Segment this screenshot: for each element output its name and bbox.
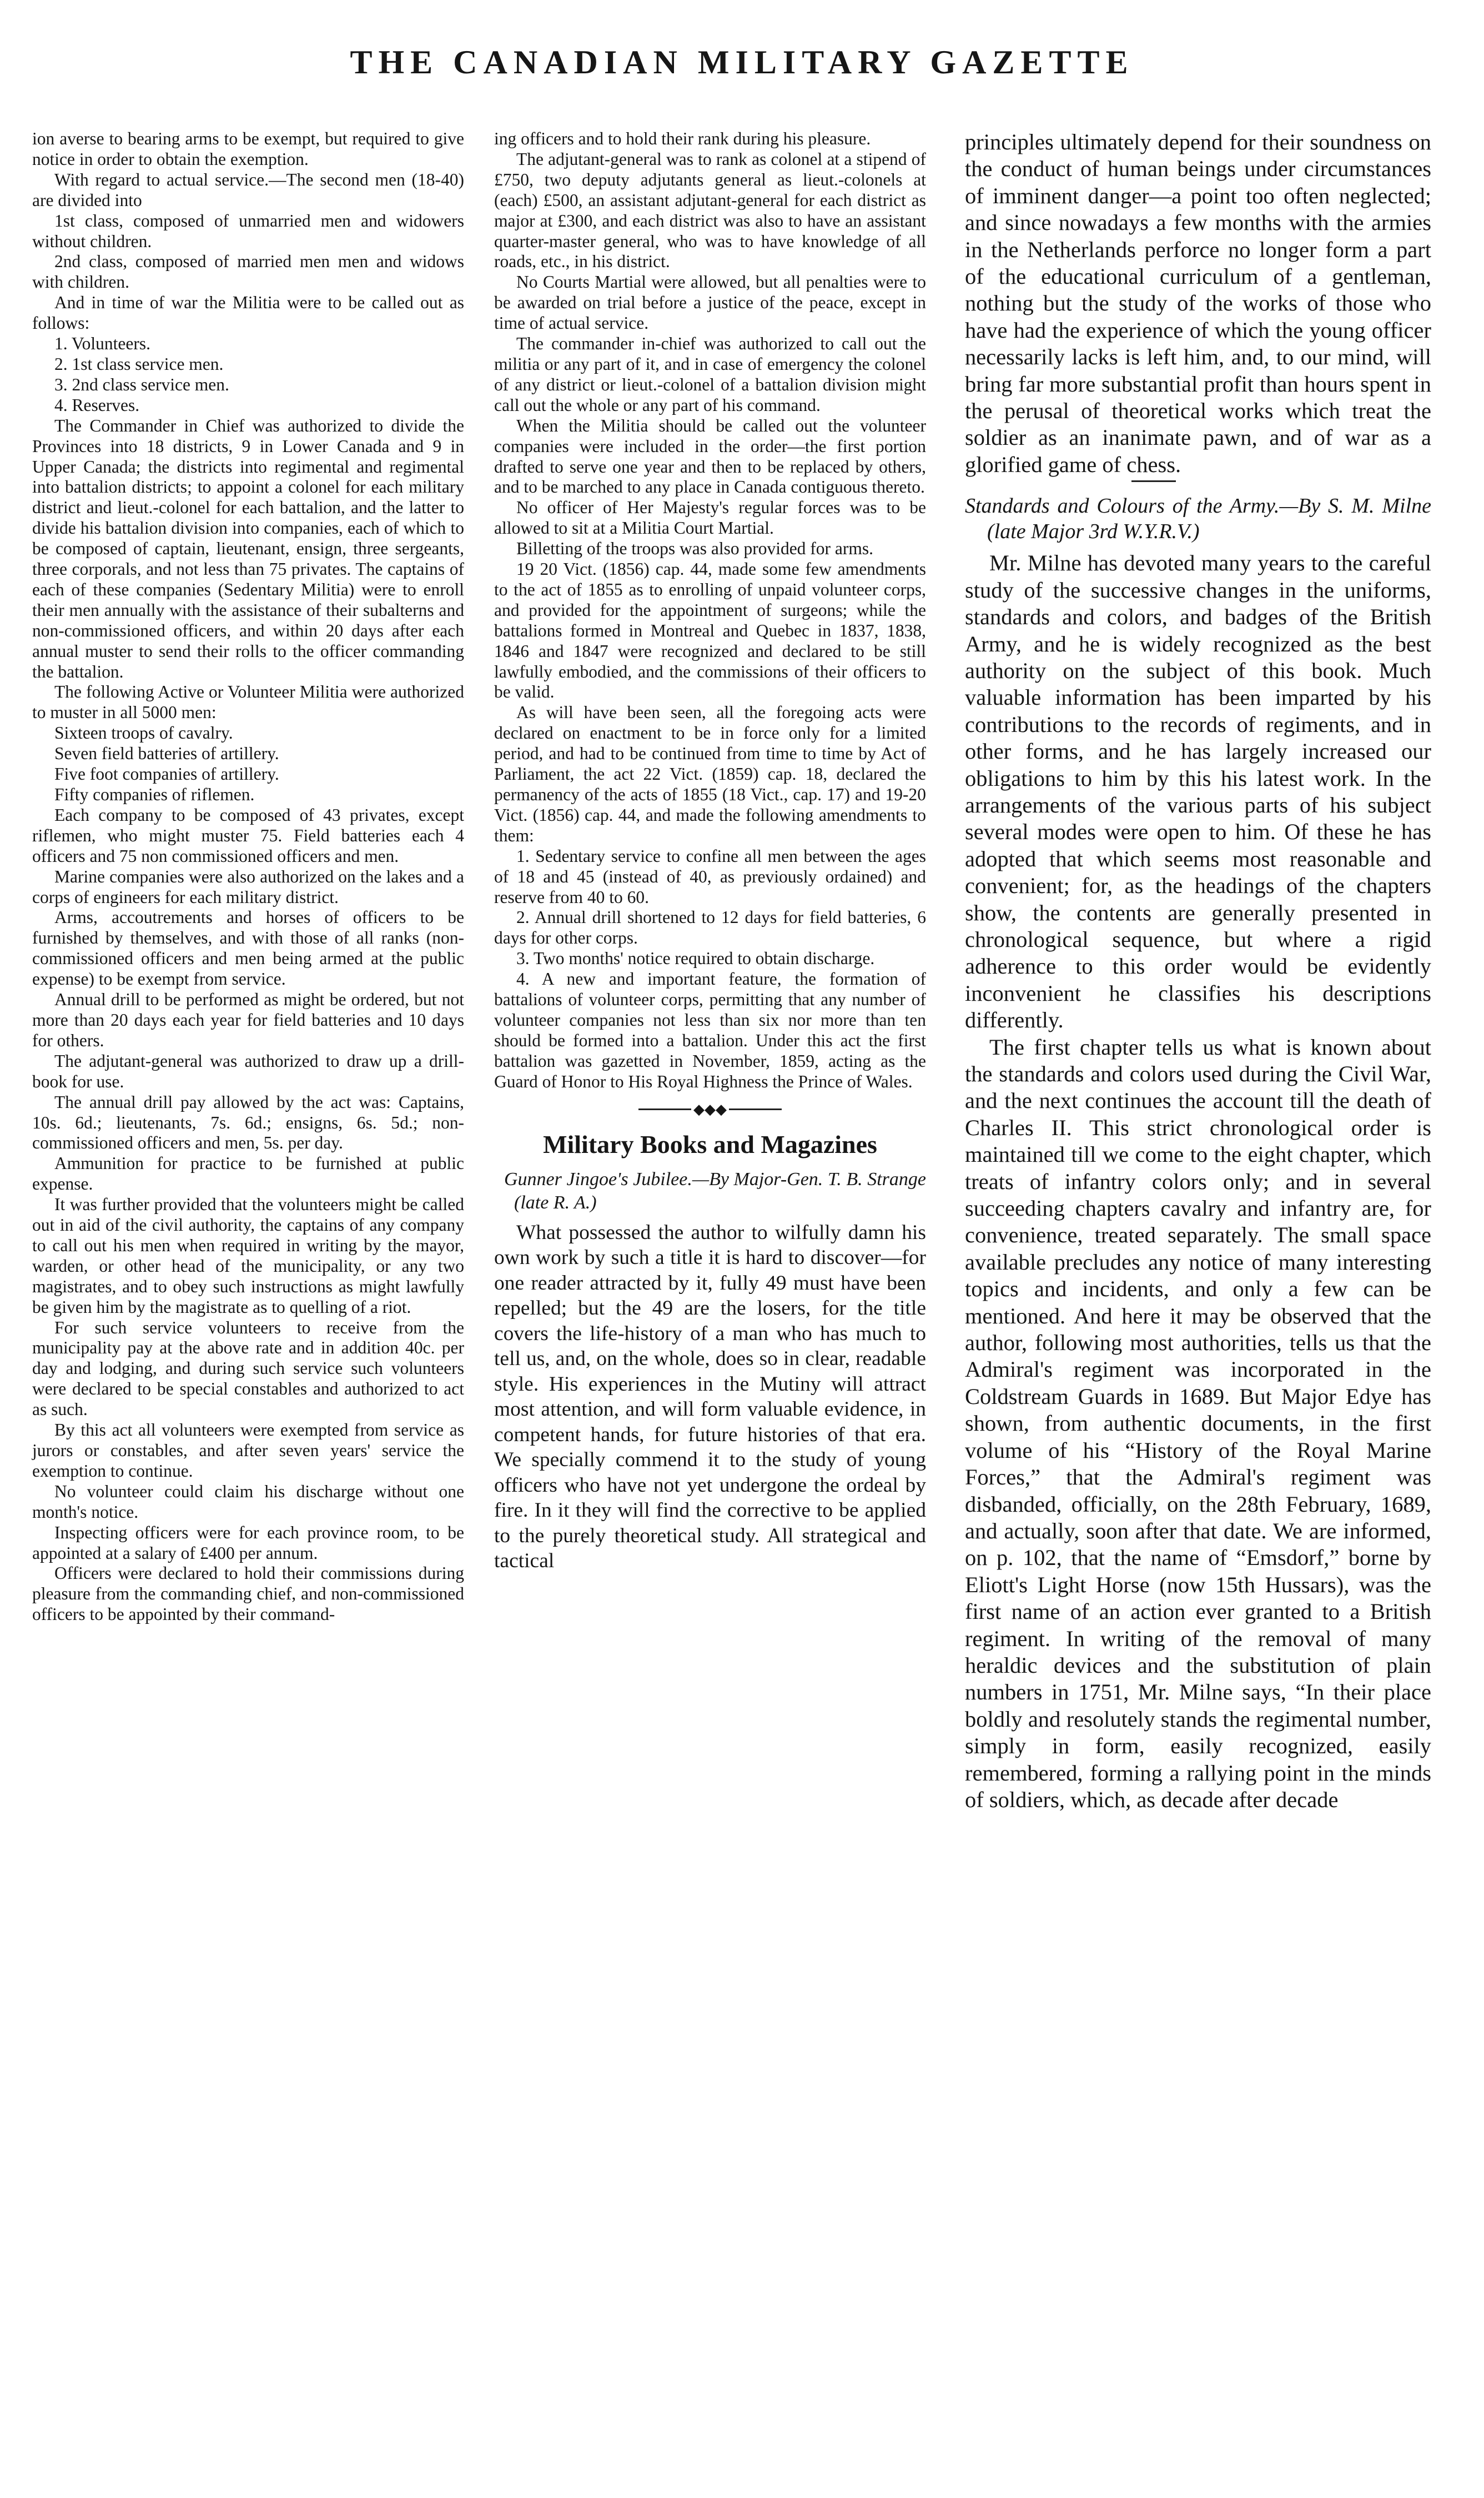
- paragraph: Ammunition for practice to be furnished at public expense.: [32, 1153, 464, 1194]
- column-1: [32, 129, 464, 1625]
- paragraph: No Courts Martial were allowed, but all penalties were to be awarded on trial before a justice of the peace, except in time of actual service.: [494, 272, 926, 333]
- paragraph: 19 20 Vict. (1856) cap. 44, made some few amendments to the act of 1855 as to enrolling of unpaid volunteer corps, and provided for the appointment of surgeons; while the battalions formed in Montreal and Quebec in 1837, 1838, 1846 and 1847 were recognized and declared to be still lawfully embodied, and the commissions of their officers to be valid.: [494, 559, 926, 702]
- paragraph: Billetting of the troops was also provided for arms.: [516, 539, 874, 559]
- paragraph: No volunteer could claim his discharge without one month's notice.: [32, 1481, 464, 1522]
- section-ornament: ◆◆◆: [494, 1102, 926, 1117]
- review-body-continued: principles ultimately depend for their soundness on the conduct of human beings under circumstances of imminent danger—a point too often neglected; and since nowadays a few months with the armies in the Netherlands perforce no longer form a part of the educational curriculum of a gentleman, nothing but the study of the works of those who have had the experience of which the young officer necessarily lacks is left him, and, to our mind, will bring far more substantial profit than hours spent in the perusal of theoretical works which treat the soldier as an inanimate pawn, and of war as a glorified game of chess.: [965, 129, 1431, 477]
- paragraph: ion averse to bearing arms to be exempt, but required to give notice in order to obtain the exemption.: [32, 129, 464, 169]
- paragraph: The following Active or Volunteer Militia were authorized to muster in all 5000 men:: [32, 682, 464, 723]
- list-item: 3. 2nd class service men.: [54, 374, 229, 394]
- paragraph: For such service volunteers to receive from the municipality pay at the above rate and in addition 40c. per day and lodging, and during such service such volunteers were declared to be special constables and authorized to act as such.: [32, 1317, 464, 1419]
- list-item: 4. A new and important feature, the formation of battalions of volunteer corps, permitting that any number of volunteer companies not less than six nor more than ten should be formed into a battalion. Under this act the first battalion was gazetted in November, 1859, acting as the Guard of Honor to His Royal Highness the Prince of Wales.: [494, 969, 926, 1091]
- paragraph: 1st class, composed of unmarried men and widowers without children.: [32, 210, 464, 251]
- paragraph: Mr. Milne has devoted many years to the careful study of the successive changes in the uniforms, standards and colors, and badges of the British Army, and he is widely recognized as the best authority on the subject of this book. Much valuable information has been imparted by his contributions to the records of regiments, and in other forms, and he has largely increased our obligations to him by this his latest work. In the arrangements of the various parts of his subject several modes were open to him. Of these he has adopted that which seems most reasonable and convenient; for, as the headings of the chapters show, the contents are generally presented in chronological sequence, but where a rigid adherence to this order would be evidently inconvenient he classifies his descriptions differently.: [965, 550, 1431, 1033]
- paragraph: And in time of war the Militia were to be called out as follows:: [32, 293, 464, 333]
- list-item: 2. 1st class service men.: [54, 354, 224, 374]
- list-item: 4. Reserves.: [54, 395, 140, 415]
- paragraph: The commander in-chief was authorized to call out the militia or any part of it, and in case of emergency the colonel of any district or lieut.-colonel of a battalion division might call out the whole or any part of his command.: [494, 334, 926, 415]
- list-item: Five foot companies of artillery.: [54, 764, 279, 784]
- review-title: Standards and Colours of the Army.—By S. M. Milne (late Major 3rd W.Y.R.V.): [965, 494, 1431, 544]
- paragraph: Marine companies were also authorized on the lakes and a corps of engineers for each military district.: [32, 866, 464, 907]
- list-item: 1. Volunteers.: [54, 334, 150, 354]
- paragraph: Officers were declared to hold their commissions during pleasure from the commanding chief, and non-commissioned officers to be appointed by their command-: [32, 1563, 464, 1624]
- paragraph: 2nd class, composed of married men men and widows with children.: [32, 252, 464, 292]
- list-item: 2. Annual drill shortened to 12 days for field batteries, 6 days for other corps.: [494, 907, 926, 948]
- divider: [1131, 480, 1176, 482]
- paragraph: Each company to be composed of 43 privates, except riflemen, who might muster 75. Field batteries each 4 officers and 75 non commissioned officers and men.: [32, 805, 464, 866]
- paragraph: By this act all volunteers were exempted from service as jurors or constables, and after seven years' service the exemption to continue.: [32, 1420, 464, 1481]
- paragraph: The annual drill pay allowed by the act was: Captains, 10s. 6d.; lieutenants, 7s. 6d.; ensigns, 6s. 5d.; non-commissioned officers and men, 5s. per day.: [32, 1092, 464, 1153]
- paragraph: The adjutant-general was to rank as colonel at a stipend of £750, two deputy adjutants general as lieut.-colonels at (each) £500, an assistant adjutant-general for each district as major at £300, and each district was also to have an assistant quarter-master general, who was to have knowledge of all roads, etc., in his district.: [494, 149, 926, 272]
- column-3: [965, 129, 1431, 1813]
- list-item: Fifty companies of riflemen.: [54, 785, 255, 804]
- column-2: [494, 129, 926, 1574]
- paragraph: The first chapter tells us what is known about the standards and colors used during the Civil War, and the next continues the account till the death of Charles II. This strict chronological order is maintained till we come to the eight chapter, which treats of infantry colors only; and in several succeeding chapters cavalry and infantry are, for convenience, treated separately. The small space available precludes any notice of many interesting topics and incidents, and only a few can be mentioned. And here it may be observed that the author, following most authorities, tells us that the Admiral's regiment was incorporated in the Coldstream Guards in 1689. But Major Edye has shown, from authentic documents, in the first volume of his “History of the Royal Marine Forces,” that the Admiral's regiment was disbanded, officially, on the 28th February, 1689, and actually, soon after that date. We are informed, on p. 102, that the name of “Emsdorf,” borne by Eliott's Light Horse (now 15th Hussars), was the first name of an action ever granted to a British regiment. In writing of the removal of many heraldic devices and the substitution of plain numbers in 1751, Mr. Milne says, “In their place boldly and resolutely stands the regimental number, simply in form, easily recognized, easily remembered, forming a rallying point in the minds of soldiers, which, as decade after decade: [965, 1034, 1431, 1812]
- review-body: What possessed the author to wilfully damn his own work by such a title it is hard to discover—for one reader attracted by it, fully 49 must have been repelled; but the 49 are the losers, for the title covers the life-history of a man who has much to tell us, and, on the whole, does so in clear, readable style. His experiences in the Mutiny will attract most attention, and will form valuable evidence, in competent hands, for future histories of that era. We specially commend it to the study of young officers who have not yet undergone the ordeal by fire. In it they will find the corrective to be applied to the purely theoretical study. All strategical and tactical: [494, 1221, 926, 1573]
- paragraph: Annual drill to be performed as might be ordered, but not more than 20 days each year for field batteries and 10 days for others.: [32, 990, 464, 1050]
- list-item: Seven field batteries of artillery.: [54, 744, 279, 764]
- paragraph: It was further provided that the volunteers might be called out in aid of the civil authority, the captains of any company to call out his men when required in writing by the mayor, warden, or other head of the municipality, or any two magistrates, and to obey such instructions as might lawfully be given him by the magistrate as to quelling of a riot.: [32, 1195, 464, 1317]
- paragraph: Inspecting officers were for each province room, to be appointed at a salary of £400 per annum.: [32, 1522, 464, 1563]
- paragraph: As will have been seen, all the foregoing acts were declared on enactment to be in force only for a limited period, and had to be continued from time to time by Act of Parliament, the act 22 Vict. (1859) cap. 18, declared the permanency of the acts of 1855 (18 Vict., cap. 17) and 19-20 Vict. (1856) cap. 44, and made the following amendments to them:: [494, 703, 926, 845]
- list-item: 1. Sedentary service to confine all men between the ages of 18 and 45 (instead of 40, as previously ordained) and reserve from 40 to 60.: [494, 846, 926, 907]
- list-item: Sixteen troops of cavalry.: [54, 723, 233, 743]
- paragraph: No officer of Her Majesty's regular forces was to be allowed to sit at a Militia Court Martial.: [494, 498, 926, 538]
- list-item: 3. Two months' notice required to obtain discharge.: [516, 949, 875, 969]
- paragraph: Arms, accoutrements and horses of officers to be furnished by themselves, and with those of all ranks (non-commissioned officers and men being armed at the public expense) to be exempt from service.: [32, 907, 464, 989]
- paragraph: The Commander in Chief was authorized to divide the Provinces into 18 districts, 9 in Lower Canada and 9 in Upper Canada; the districts into regimental and regimental into battalion districts; to appoint a colonel for each military district and lieut.-colonel for each battalion, and the latter to divide his battalion division into companies, each of which to be composed of captain, lieutenant, ensign, three sergeants, three corporals, and not less than 75 privates. The captains of each of these companies (Sedentary Militia) were to enroll their men annually with the assistance of their subalterns and non-commissioned officers, and within 20 days after each annual muster to send their rolls to the officer commanding the battalion.: [32, 415, 464, 681]
- paragraph: With regard to actual service.—The second men (18-40) are divided into: [32, 169, 464, 210]
- review-title: Gunner Jingoe's Jubilee.—By Major-Gen. T. B. Strange (late R. A.): [504, 1168, 926, 1213]
- masthead: THE CANADIAN MILITARY GAZETTE: [350, 44, 1134, 81]
- paragraph: When the Militia should be called out the volunteer companies were included in the order—the first portion drafted to serve one year and then to be replaced by others, and to be marched to any place in Canada contiguous thereto.: [494, 415, 926, 497]
- paragraph: ing officers and to hold their rank during his pleasure.: [494, 129, 871, 148]
- paragraph: The adjutant-general was authorized to draw up a drill-book for use.: [32, 1051, 464, 1091]
- section-heading: Military Books and Magazines: [543, 1130, 877, 1158]
